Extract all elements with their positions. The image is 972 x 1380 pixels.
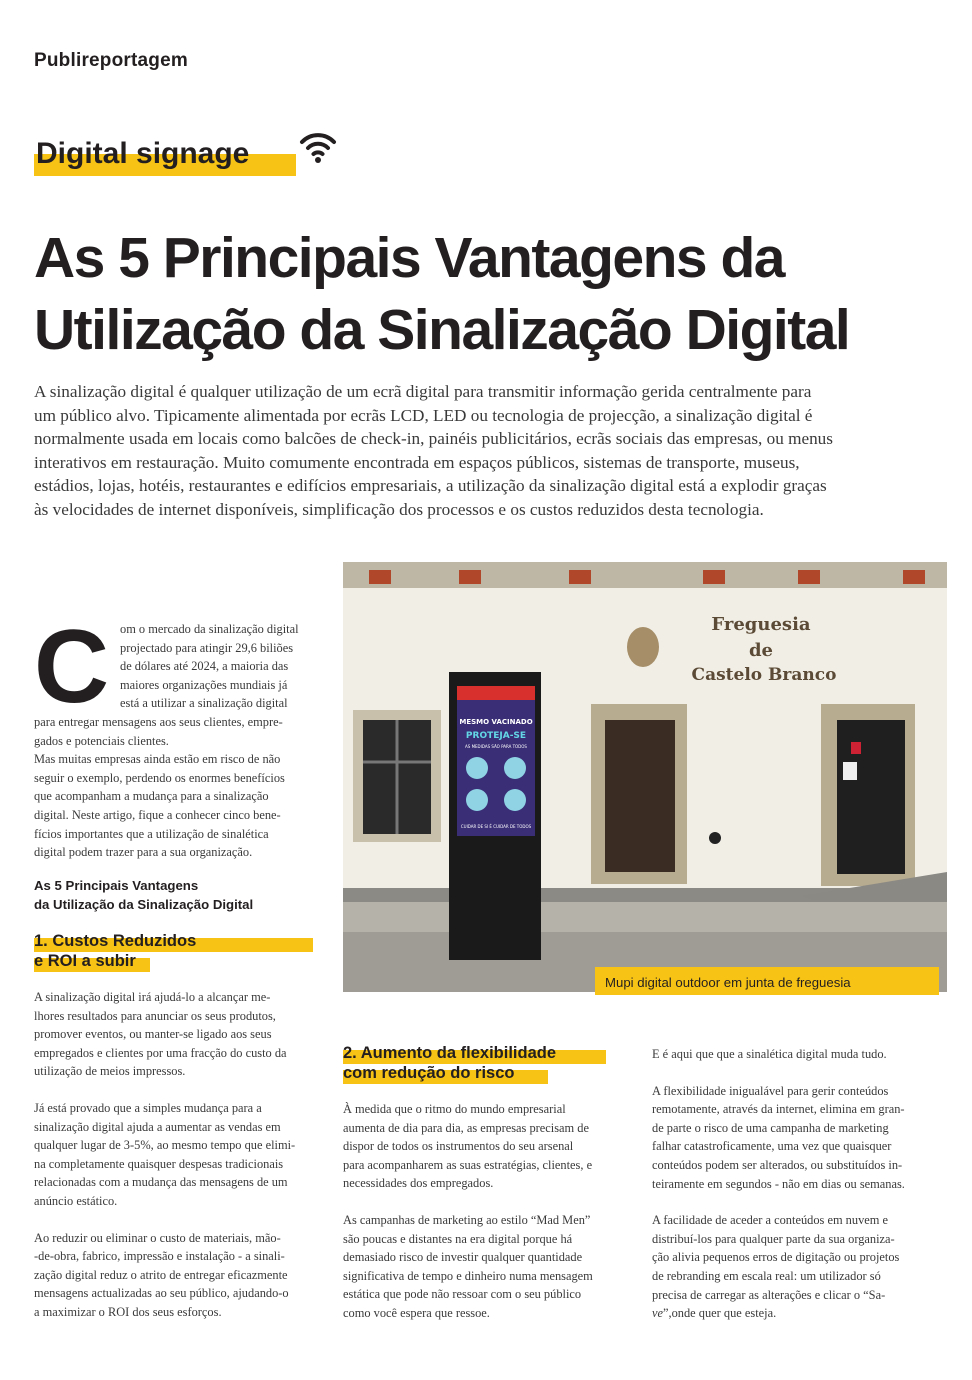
- body-line: ção alivia pequenos erros de digitação ou projetos: [652, 1250, 900, 1265]
- body-line: para acompanharem as suas estratégias, clientes, e: [343, 1157, 593, 1172]
- body-line: remotamente, através da internet, elimina em gran-: [652, 1102, 905, 1117]
- screen-top-text: MESMO VACINADO: [459, 718, 533, 726]
- intro-line: às velocidades de internet disponíveis, simplificação dos processos e os custos reduzidos desta tecnologia.: [34, 499, 764, 519]
- body-line: zação digital reduz o atrito de entregar eficazmente: [34, 1267, 288, 1282]
- body-line: como você espera que ressoe.: [343, 1305, 490, 1320]
- body-line: lhores resultados para anunciar os seus produtos,: [34, 1008, 276, 1023]
- body-line: A facilidade de aceder a conteúdos em nuvem e: [652, 1213, 889, 1228]
- body-line: na completamente quaisquer despesas tradicionais: [34, 1156, 284, 1171]
- intro-line: um público alvo. Tipicamente alimentada por ecrãs LCD, LED ou tecnologia de projecção, a sinalização digital é: [34, 405, 813, 425]
- body-line: dispor de todos os instrumentos do seu arsenal: [343, 1139, 574, 1154]
- body-line-end: ”,onde quer que esteja.: [663, 1306, 777, 1321]
- opening-line: de dólares até 2024, a maioria das: [120, 659, 289, 674]
- intro-line: A sinalização digital é qualquer utilização de um ecrã digital para transmitir informação gerida centralmente para: [34, 382, 812, 401]
- opening-line: fícios importantes que a utilização de sinalética: [34, 826, 269, 841]
- sign-line-2: de: [748, 640, 774, 661]
- body-line: promover eventos, ou manter-se ligado aos seus: [34, 1027, 272, 1042]
- opening-line: digital. Neste artigo, fique a conhecer cinco bene-: [34, 807, 281, 822]
- section-2-heading: [343, 1040, 643, 1084]
- opening-line: que acompanham a mudança para a sinalização: [34, 789, 269, 804]
- section-2-title-line-2: com redução do risco: [343, 1064, 515, 1082]
- body-line: significativa de tempo e dinheiro numa mensagem: [343, 1268, 593, 1283]
- body-line: Já está provado que a simples mudança para a: [34, 1100, 262, 1115]
- body-line: aumenta de dia para dia, as empresas precisam de: [343, 1120, 589, 1135]
- opening-line: está a utilizar a sinalização digital: [120, 696, 288, 711]
- body-line: necessidades dos empregados.: [343, 1176, 494, 1191]
- section-1-heading: [34, 928, 324, 972]
- body-line: precisa de carregar as alterações e clicar o “Sa-: [652, 1287, 886, 1302]
- title-line-1: As 5 Principais Vantagens da: [34, 226, 784, 290]
- intro-line: estádios, lojas, hotéis, restaurantes e edifícios empresariais, a utilização da sinalização digital está a explodir graças: [34, 476, 827, 496]
- body-line: sinalização digital ajuda a aumentar as vendas em: [34, 1119, 281, 1134]
- opening-line: gados e potenciais clientes.: [34, 733, 169, 748]
- section-1-body: [34, 988, 324, 1322]
- body-line: À medida que o ritmo do mundo empresarial: [343, 1102, 566, 1116]
- photo-caption: Mupi digital outdoor em junta de freguesia: [605, 975, 851, 990]
- body-line: demasiado risco de investir qualquer quantidade: [343, 1250, 583, 1265]
- subheading-line-1: As 5 Principais Vantagens: [34, 878, 199, 893]
- subheading-line-2: da Utilização da Sinalização Digital: [34, 896, 254, 912]
- sign-line-3: Castelo Branco: [691, 665, 837, 685]
- opening-line: seguir o exemplo, perdendo os enormes benefícios: [34, 770, 285, 785]
- body-line: qualquer lugar de 3-5%, ao mesmo tempo que elimi-: [34, 1138, 296, 1153]
- section-1-title-line-2: e ROI a subir: [34, 952, 136, 970]
- body-line: anúncio estático.: [34, 1193, 118, 1208]
- intro-paragraph: [34, 380, 934, 522]
- drop-cap: [34, 622, 120, 708]
- article-photo: [343, 562, 947, 992]
- title-line-2: Utilização da Sinalização Digital: [34, 298, 850, 362]
- body-line: [652, 1304, 942, 1323]
- intro-line: normalmente usada em locais como balcões de check-in, painéis publicitários, ecrãs sociais das empresas, ou menus: [34, 429, 833, 449]
- body-line: E é aqui que que a sinalética digital muda tudo.: [652, 1047, 887, 1061]
- screen-sub-text: AS MEDIDAS SÃO PARA TODOS: [465, 744, 527, 749]
- body-line: Ao reduzir ou eliminar o custo de materiais, mão-: [34, 1230, 281, 1245]
- section-1-title: [34, 931, 324, 971]
- column-3-body: [652, 1045, 942, 1323]
- body-line: mensagens actualizadas ao seu público, ajudando-o: [34, 1286, 289, 1301]
- body-line: são poucas e distantes na era digital porque há: [343, 1231, 573, 1246]
- body-line: falhar catastroficamente, uma vez que quaisquer: [652, 1139, 892, 1154]
- section-2-body: [343, 1100, 633, 1323]
- opening-paragraph: [120, 620, 320, 713]
- body-line: A sinalização digital irá ajudá-lo a alcançar me-: [34, 990, 271, 1004]
- body-line: A flexibilidade inigualável para gerir conteúdos: [652, 1083, 889, 1098]
- body-line: empregados e clientes por uma fracção do custo da: [34, 1045, 287, 1060]
- opening-paragraph-continued: [34, 713, 320, 862]
- body-line: utilização de meios impressos.: [34, 1064, 186, 1079]
- list-subheading: [34, 877, 320, 914]
- category-tag: [34, 132, 249, 176]
- opening-line: para entregar mensagens aos seus clientes, empre-: [34, 715, 283, 729]
- wifi-icon: [298, 128, 338, 168]
- body-line: a maximizar o ROI dos seus esforços.: [34, 1304, 222, 1319]
- building-illustration: [343, 562, 947, 992]
- section-2-title: [343, 1043, 643, 1083]
- drop-cap-letter: C: [34, 622, 110, 708]
- body-line: distribuí-los para qualquer parte da sua organiza-: [652, 1231, 895, 1246]
- sign-line-1: Freguesia: [711, 614, 811, 635]
- body-line: -de-obra, fabrico, impressão e instalação - a sinali-: [34, 1249, 285, 1264]
- body-line: estática que pode não ressoar com o seu público: [343, 1287, 582, 1302]
- screen-main-text: PROTEJA-SE: [465, 731, 527, 741]
- body-line: conteúdos podem ser alterados, ou substituídos in-: [652, 1157, 903, 1172]
- opening-line: om o mercado da sinalização digital: [120, 622, 299, 636]
- section-label: Publireportagem: [34, 50, 188, 71]
- intro-line: interativos em restauração. Muito comumente encontrada em espaços públicos, sistemas de transporte, museus,: [34, 452, 800, 472]
- tag-label: Digital signage: [36, 137, 250, 170]
- opening-line: maiores organizações mundiais já: [120, 677, 288, 692]
- section-1-title-line-1: 1. Custos Reduzidos: [34, 932, 197, 950]
- screen-foot-text: CUIDAR DE SI É CUIDAR DE TODOS: [460, 824, 532, 829]
- opening-line: digital podem trazer para a sua organização.: [34, 845, 253, 860]
- section-2-title-line-1: 2. Aumento da flexibilidade: [343, 1044, 557, 1062]
- body-line: de parte o risco de uma campanha de marketing: [652, 1120, 889, 1135]
- italic-word: ve: [652, 1306, 663, 1321]
- opening-line: projectado para atingir 29,6 biliões: [120, 640, 294, 655]
- body-line: teiramente em segundos - não em dias ou semanas.: [652, 1176, 905, 1191]
- body-line: As campanhas de marketing ao estilo “Mad Men”: [343, 1212, 591, 1227]
- body-line: relacionadas com a mudança das mensagens de um: [34, 1175, 288, 1190]
- article-title: [34, 222, 954, 366]
- body-line: de rebranding em escala real: um utilizador só: [652, 1268, 881, 1283]
- opening-line: Mas muitas empresas ainda estão em risco de não: [34, 752, 281, 767]
